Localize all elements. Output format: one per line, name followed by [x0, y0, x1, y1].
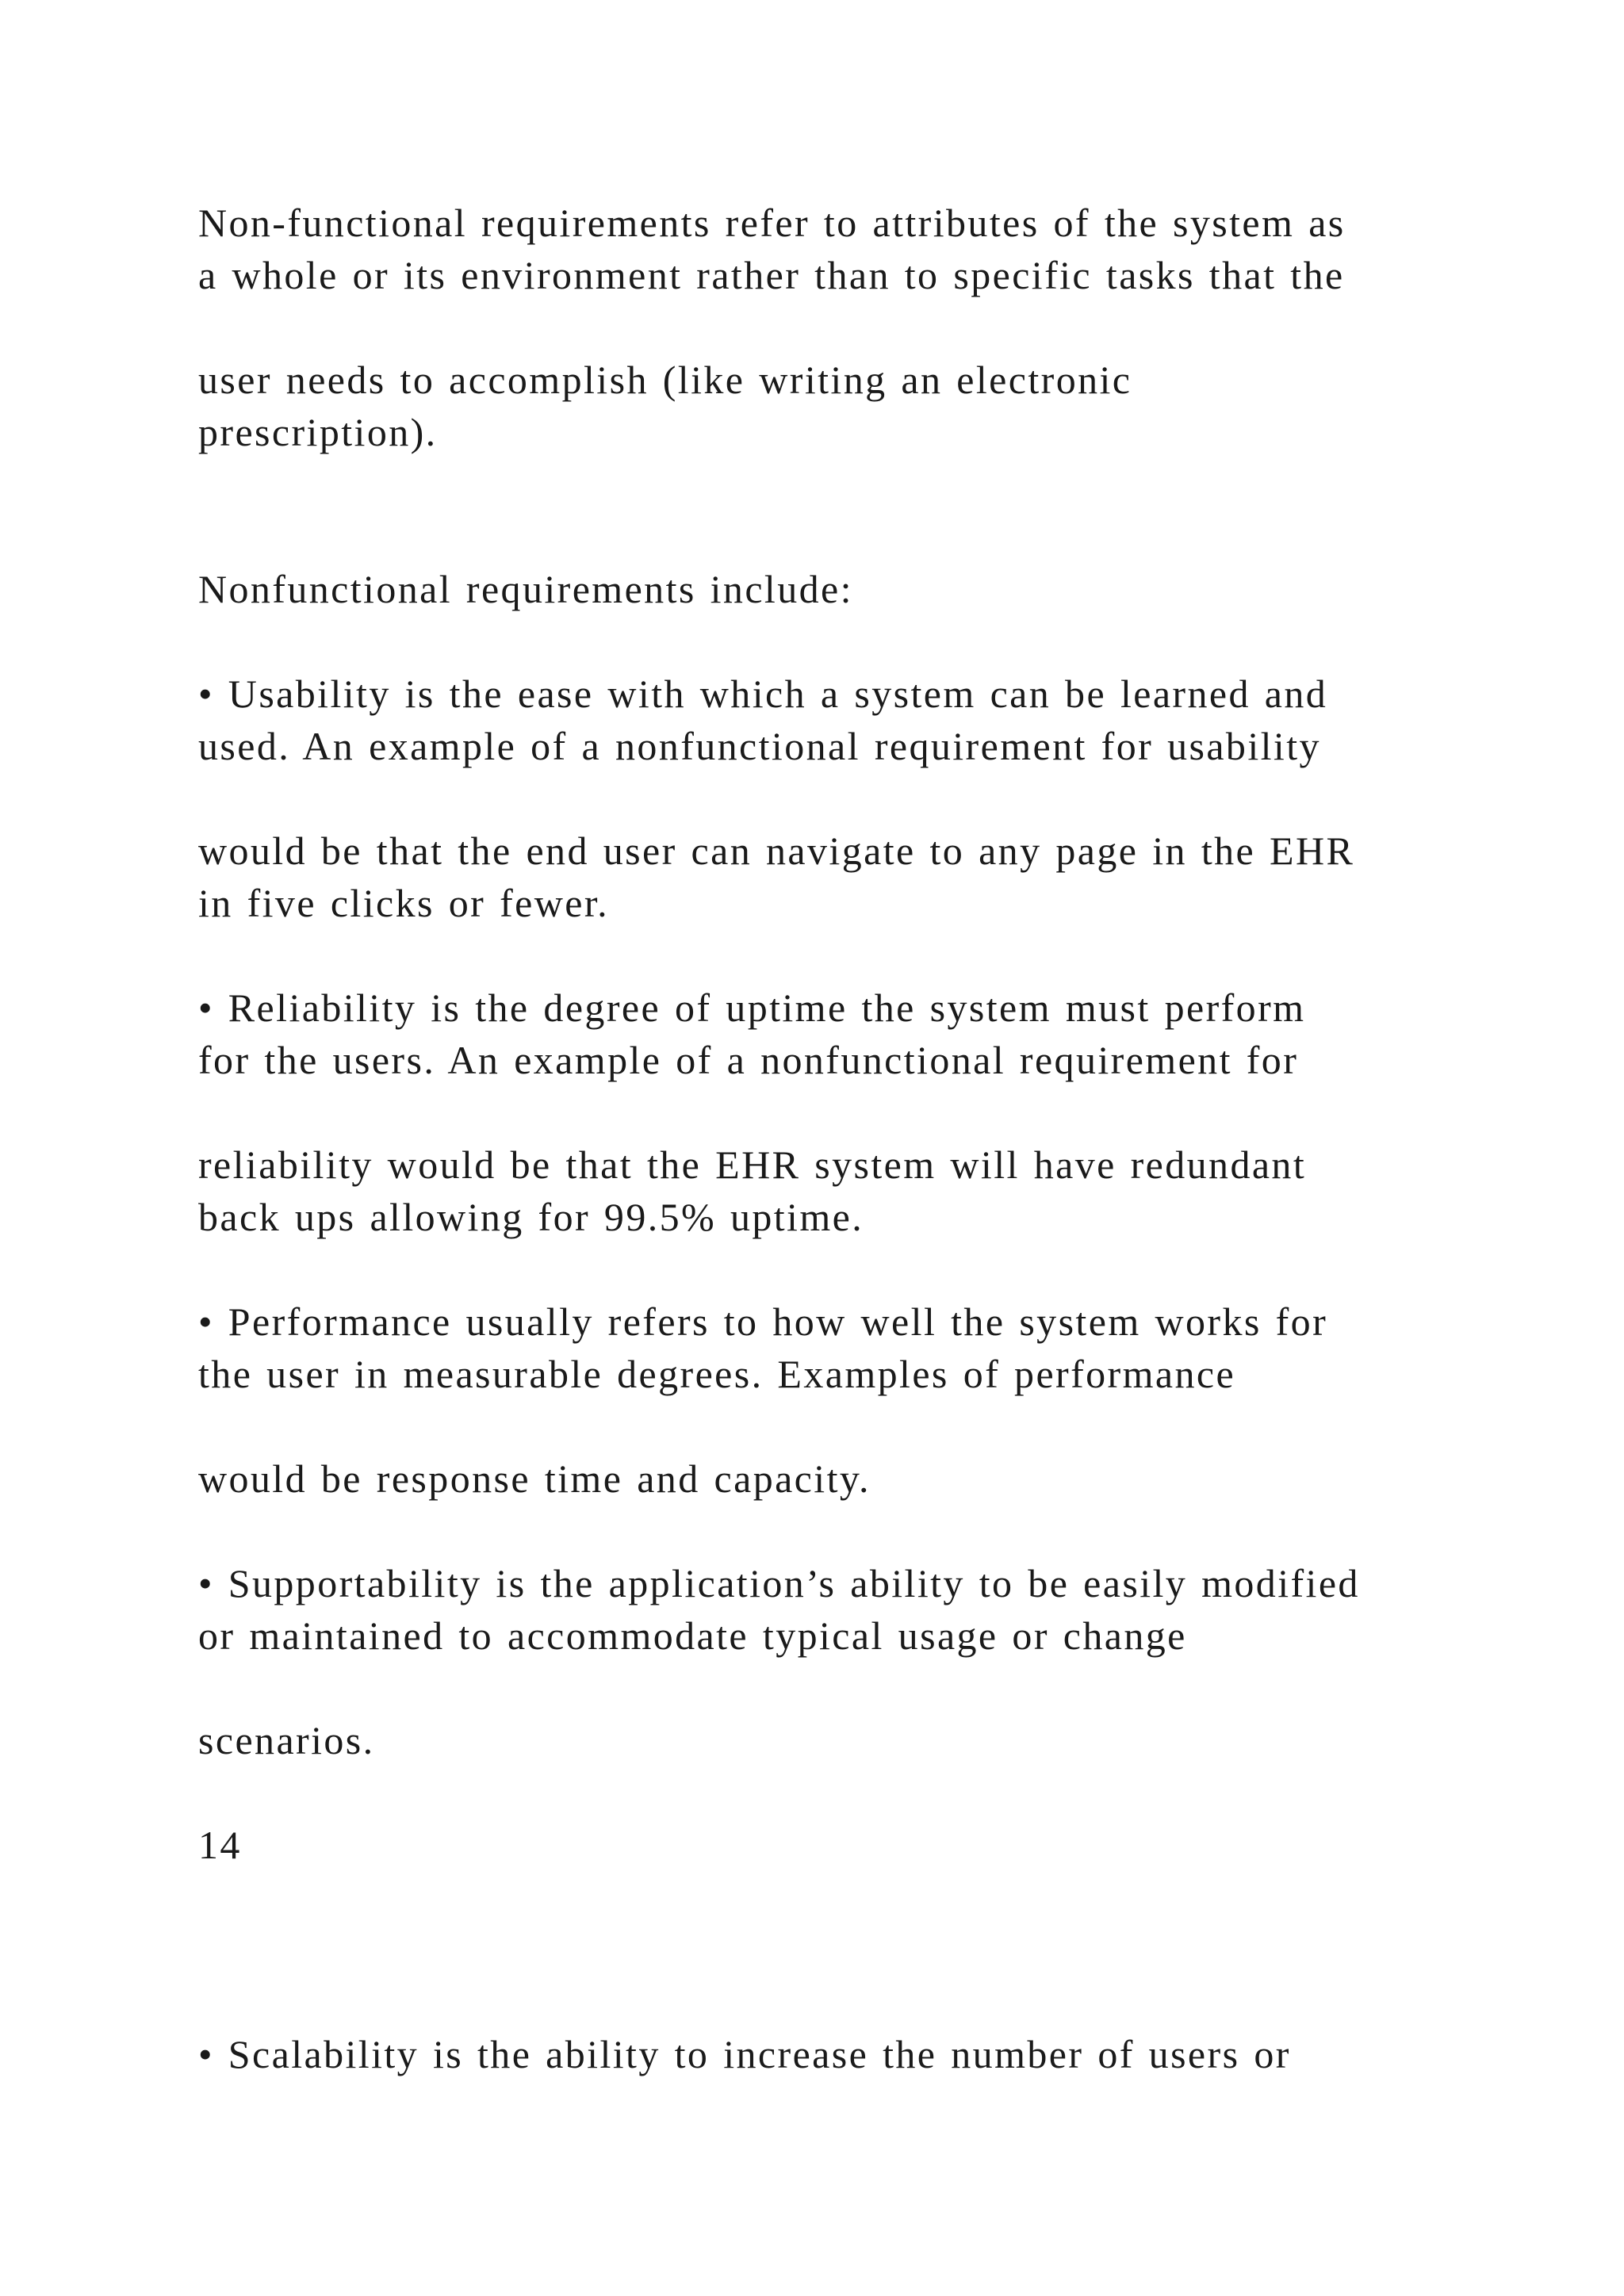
- bullet-item-supportability: • Supportability is the application’s ability to be easily modified: [198, 1561, 1360, 1605]
- text-line: in five clicks or fewer.: [198, 881, 610, 925]
- text-line: or maintained to accommodate typical usage or change: [198, 1613, 1187, 1658]
- bullet-item-reliability: • Reliability is the degree of uptime the system must perform: [198, 985, 1306, 1030]
- text-line: used. An example of a nonfunctional requirement for usability: [198, 724, 1321, 768]
- bullet-item-scalability: • Scalability is the ability to increase the number of users or: [198, 2032, 1291, 2076]
- text-line: would be response time and capacity.: [198, 1456, 871, 1501]
- bullet-item-usability: • Usability is the ease with which a system can be learned and: [198, 672, 1328, 716]
- text-line: back ups allowing for 99.5% uptime.: [198, 1195, 864, 1239]
- text-line: would be that the end user can navigate to any page in the EHR: [198, 828, 1355, 873]
- text-line: user needs to accomplish (like writing an electronic: [198, 358, 1132, 402]
- page-number: 14: [198, 1823, 242, 1867]
- text-line: for the users. An example of a nonfunctional requirement for: [198, 1038, 1299, 1082]
- bullet-item-performance: • Performance usually refers to how well the system works for: [198, 1299, 1328, 1344]
- text-line: the user in measurable degrees. Examples of performance: [198, 1352, 1236, 1396]
- section-heading: Nonfunctional requirements include:: [198, 567, 853, 611]
- text-line: reliability would be that the EHR system will have redundant: [198, 1142, 1307, 1187]
- text-line: prescription).: [198, 410, 438, 454]
- text-line: scenarios.: [198, 1718, 375, 1762]
- text-line: a whole or its environment rather than to specific tasks that the: [198, 253, 1345, 297]
- text-line: Non-functional requirements refer to attributes of the system as: [198, 201, 1346, 245]
